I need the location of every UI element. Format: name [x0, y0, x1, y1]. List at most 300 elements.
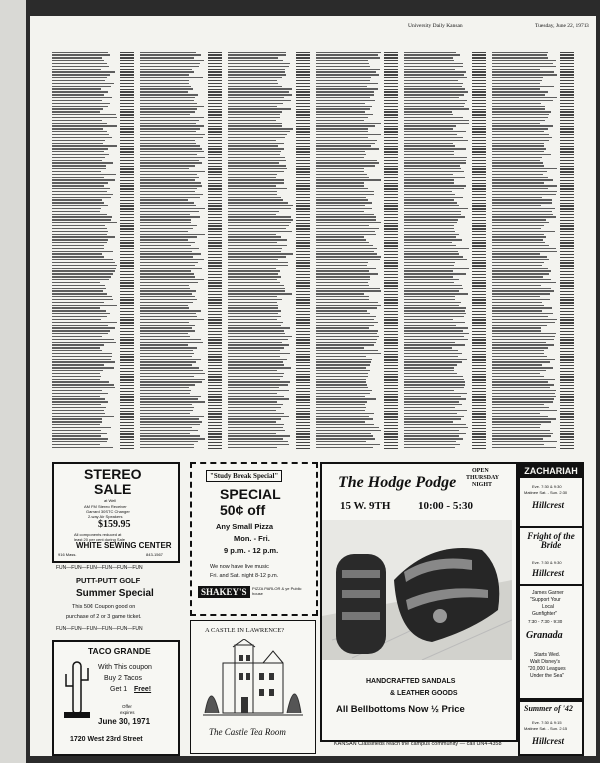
listing-phone	[384, 245, 398, 246]
listing-phone	[384, 365, 398, 366]
listing-phone	[296, 257, 310, 258]
pizza-days: Mon. - Fri.	[234, 534, 270, 543]
listing-phone	[296, 171, 310, 172]
listing-line	[492, 379, 555, 380]
listing-line	[52, 251, 113, 252]
listing-line	[316, 413, 374, 414]
listing-line	[492, 299, 550, 300]
listing-line	[492, 370, 546, 371]
listing-phone	[208, 285, 222, 286]
listing-phone	[472, 317, 486, 318]
listing-line	[228, 174, 277, 175]
listing-phone	[472, 214, 486, 215]
listing-line	[228, 398, 289, 399]
listing-line	[228, 290, 285, 291]
listing-phone	[384, 166, 398, 167]
listing-phone	[472, 163, 486, 164]
listing-line	[492, 52, 548, 53]
listing-phone	[208, 69, 222, 70]
listing-phone	[296, 274, 310, 275]
listing-line	[228, 270, 280, 271]
listing-phone	[384, 237, 398, 238]
listing-phone	[560, 305, 574, 306]
listing-line	[492, 236, 546, 237]
putt-putt-ad	[52, 564, 176, 634]
listing-phone	[208, 351, 222, 352]
listing-phone	[384, 445, 398, 446]
listing-line	[228, 379, 280, 380]
listing-phone	[208, 103, 222, 104]
listing-phone	[120, 251, 134, 252]
listing-phone	[120, 277, 134, 278]
putt-putt-golf: PUTT-PUTT GOLF	[76, 576, 141, 585]
listing-phone	[296, 299, 310, 300]
listing-line	[228, 160, 286, 161]
listing-phone	[384, 106, 398, 107]
listing-line	[140, 262, 198, 263]
listing-line	[52, 398, 105, 399]
listing-phone	[296, 445, 310, 446]
listing-line	[404, 71, 466, 72]
listing-line	[140, 367, 199, 368]
listing-phone	[208, 80, 222, 81]
listing-line	[316, 444, 380, 445]
listing-phone	[208, 288, 222, 289]
listing-phone	[120, 214, 134, 215]
listing-line	[404, 387, 464, 388]
listing-line	[404, 97, 459, 98]
listing-line	[140, 202, 194, 203]
listing-line	[404, 319, 453, 320]
listing-phone	[296, 419, 310, 420]
listing-line	[316, 282, 368, 283]
listing-phone	[296, 408, 310, 409]
listing-line	[52, 325, 108, 326]
listing-phone	[384, 271, 398, 272]
listing-line	[52, 373, 100, 374]
listing-phone	[120, 405, 134, 406]
listing-phone	[296, 185, 310, 186]
listing-phone	[208, 334, 222, 335]
listing-phone	[560, 345, 574, 346]
listing-line	[52, 80, 105, 81]
listing-line	[492, 356, 547, 357]
listing-line	[228, 336, 292, 337]
listing-phone	[384, 425, 398, 426]
listing-line	[140, 211, 199, 212]
listing-line	[228, 97, 284, 98]
listing-line	[140, 401, 205, 402]
listing-phone	[384, 80, 398, 81]
listing-phone	[296, 228, 310, 229]
listing-phone	[560, 337, 574, 338]
listing-phone	[472, 339, 486, 340]
listing-phone	[120, 57, 134, 58]
listing-phone	[296, 166, 310, 167]
listing-line	[140, 421, 202, 422]
listing-line	[404, 353, 462, 354]
listing-line	[492, 325, 547, 326]
listing-line	[140, 77, 203, 78]
listing-line	[404, 171, 464, 172]
listing-phone	[472, 439, 486, 440]
listing-line	[492, 242, 545, 243]
listing-phone	[296, 131, 310, 132]
listing-phone	[208, 405, 222, 406]
listing-phone	[384, 334, 398, 335]
listing-line	[492, 131, 544, 132]
listing-phone	[472, 225, 486, 226]
listing-phone	[384, 203, 398, 204]
listing-line	[316, 376, 368, 377]
listing-phone	[120, 171, 134, 172]
listing-phone	[296, 337, 310, 338]
listing-line	[140, 398, 198, 399]
listing-line	[52, 69, 101, 70]
listing-line	[404, 416, 464, 417]
listing-phone	[208, 123, 222, 124]
listing-phone	[472, 123, 486, 124]
listing-phone	[208, 433, 222, 434]
listing-line	[404, 103, 465, 104]
listing-line	[316, 390, 372, 391]
listing-phone	[472, 385, 486, 386]
listing-phone	[296, 374, 310, 375]
listing-phone	[560, 114, 574, 115]
listing-phone	[384, 359, 398, 360]
listing-phone	[472, 254, 486, 255]
listing-line	[316, 435, 373, 436]
listing-line	[492, 106, 545, 107]
listing-phone	[560, 234, 574, 235]
listing-phone	[560, 385, 574, 386]
listing-line	[52, 376, 101, 377]
listing-line	[228, 71, 285, 72]
listing-phone	[120, 359, 134, 360]
listing-line	[140, 333, 188, 334]
listing-line	[228, 168, 287, 169]
listing-line	[52, 265, 117, 266]
listing-phone	[120, 100, 134, 101]
listing-line	[52, 342, 116, 343]
listing-line	[316, 379, 366, 380]
listing-phone	[384, 180, 398, 181]
listing-phone	[120, 268, 134, 269]
listing-phone	[296, 339, 310, 340]
listing-line	[140, 325, 195, 326]
listing-line	[404, 285, 462, 286]
listing-line	[492, 268, 548, 269]
listing-line	[316, 52, 381, 53]
listing-line	[140, 259, 204, 260]
listing-phone	[384, 137, 398, 138]
listing-phone	[296, 157, 310, 158]
listing-line	[140, 433, 190, 434]
listing-line	[52, 413, 105, 414]
listing-line	[316, 202, 372, 203]
listing-phone	[384, 54, 398, 55]
listing-phone	[120, 311, 134, 312]
listing-line	[316, 302, 378, 303]
listing-phone	[120, 291, 134, 292]
listing-phone	[296, 311, 310, 312]
listing-phone	[208, 391, 222, 392]
listing-line	[492, 162, 543, 163]
listing-line	[492, 393, 555, 394]
any-small-pizza: Any Small Pizza	[216, 522, 274, 531]
listing-line	[404, 66, 463, 67]
listing-line	[492, 228, 541, 229]
listing-line	[228, 447, 277, 448]
listing-line	[492, 316, 548, 317]
listing-line	[404, 313, 466, 314]
listing-phone	[384, 234, 398, 235]
listing-line	[140, 97, 195, 98]
listing-line	[140, 91, 188, 92]
listing-line	[492, 416, 548, 417]
listing-line	[316, 433, 371, 434]
live-music-2: Fri. and Sat. night 8-12 p.m.	[210, 573, 279, 579]
listing-line	[316, 100, 375, 101]
listing-phone	[208, 305, 222, 306]
listing-line	[228, 177, 276, 178]
listing-line	[492, 344, 554, 345]
listing-phone	[120, 439, 134, 440]
listing-phone	[472, 262, 486, 263]
stereo-price: $159.95	[98, 519, 131, 530]
listing-line	[316, 145, 371, 146]
listing-phone	[472, 80, 486, 81]
listing-line	[492, 160, 540, 161]
taco-address: 1720 West 23rd Street	[70, 736, 143, 743]
listing-phone	[560, 109, 574, 110]
listing-phone	[472, 237, 486, 238]
listing-line	[404, 344, 465, 345]
listing-phone	[384, 126, 398, 127]
listing-line	[404, 381, 465, 382]
listing-line	[140, 384, 195, 385]
listing-line	[52, 234, 107, 235]
listing-phone	[208, 91, 222, 92]
listing-phone	[472, 285, 486, 286]
listing-line	[316, 361, 371, 362]
listing-line	[52, 125, 117, 126]
listing-line	[404, 384, 465, 385]
listing-column	[140, 50, 224, 472]
listing-line	[316, 305, 381, 306]
listing-phone	[208, 111, 222, 112]
listing-phone	[296, 439, 310, 440]
listing-phone	[384, 294, 398, 295]
taco-title: TACO GRANDE	[88, 646, 151, 656]
listing-phone	[296, 71, 310, 72]
listing-line	[492, 441, 557, 442]
castle-name: The Castle Tea Room	[209, 727, 286, 737]
listing-line	[140, 370, 203, 371]
listing-phone	[208, 60, 222, 61]
listing-line	[140, 106, 204, 107]
listing-phone	[560, 180, 574, 181]
listing-line	[404, 131, 466, 132]
listing-line	[492, 342, 546, 343]
listing-line	[316, 253, 377, 254]
listing-line	[492, 143, 544, 144]
listing-phone	[296, 174, 310, 175]
listing-line	[52, 86, 111, 87]
listing-phone	[208, 302, 222, 303]
listing-line	[404, 77, 467, 78]
listing-line	[228, 236, 281, 237]
listing-line	[228, 80, 277, 81]
summer-of-42-ad	[518, 700, 584, 756]
listing-line	[316, 350, 378, 351]
listing-phone	[208, 359, 222, 360]
listing-line	[140, 214, 190, 215]
listing-line	[140, 296, 195, 297]
listing-line	[404, 373, 457, 374]
listing-line	[404, 273, 466, 274]
listing-line	[228, 77, 282, 78]
listing-phone	[384, 157, 398, 158]
listing-line	[316, 97, 370, 98]
listing-phone	[120, 91, 134, 92]
listing-line	[228, 214, 276, 215]
listing-line	[316, 188, 368, 189]
listing-phone	[296, 126, 310, 127]
listing-line	[492, 168, 557, 169]
listing-phone	[208, 431, 222, 432]
listing-phone	[560, 314, 574, 315]
listing-phone	[296, 203, 310, 204]
listing-phone	[384, 188, 398, 189]
listing-line	[316, 123, 381, 124]
listing-phone	[472, 71, 486, 72]
leagues-title-1: "20,000 Leagues	[528, 666, 566, 672]
listing-line	[228, 52, 286, 53]
listing-line	[140, 154, 197, 155]
listing-line	[404, 234, 459, 235]
listing-line	[228, 114, 280, 115]
listing-phone	[560, 425, 574, 426]
listing-phone	[472, 54, 486, 55]
listing-line	[492, 57, 548, 58]
listing-line	[140, 54, 201, 55]
taco-get: Get 1	[110, 686, 128, 693]
listing-line	[52, 344, 104, 345]
listing-line	[140, 299, 197, 300]
listing-line	[316, 137, 368, 138]
leagues-title-2: Under the Sea"	[530, 673, 565, 679]
listing-line	[492, 219, 546, 220]
listing-phone	[208, 197, 222, 198]
listing-phone	[120, 371, 134, 372]
listing-phone	[472, 103, 486, 104]
listing-phone	[296, 168, 310, 169]
listing-phone	[208, 188, 222, 189]
listing-phone	[472, 354, 486, 355]
listing-phone	[560, 223, 574, 224]
listing-phone	[120, 191, 134, 192]
listing-phone	[120, 223, 134, 224]
listing-phone	[560, 442, 574, 443]
listing-line	[492, 256, 547, 257]
listing-line	[140, 282, 198, 283]
listing-line	[492, 359, 555, 360]
listing-line	[140, 216, 200, 217]
listing-phone	[296, 234, 310, 235]
listing-line	[316, 322, 378, 323]
listing-phone	[208, 314, 222, 315]
listing-phone	[472, 217, 486, 218]
listing-line	[492, 177, 548, 178]
listing-line	[228, 282, 280, 283]
listing-phone	[120, 166, 134, 167]
page-number: 3	[586, 23, 589, 29]
listing-line	[140, 319, 204, 320]
listing-phone	[472, 140, 486, 141]
listing-line	[404, 151, 454, 152]
listing-phone	[560, 391, 574, 392]
listing-phone	[296, 123, 310, 124]
listing-line	[492, 125, 553, 126]
listing-line	[404, 205, 459, 206]
listing-phone	[560, 123, 574, 124]
listing-line	[228, 344, 289, 345]
fright-times: Eve. 7:30 & 9:30	[532, 560, 562, 565]
listing-phone	[560, 274, 574, 275]
listing-line	[492, 239, 543, 240]
listing-phone	[208, 331, 222, 332]
listing-line	[140, 265, 195, 266]
listing-phone	[208, 131, 222, 132]
listing-line	[140, 427, 192, 428]
listing-line	[140, 407, 194, 408]
listing-phone	[296, 140, 310, 141]
listing-line	[52, 387, 115, 388]
listing-line	[404, 444, 460, 445]
listing-phone	[296, 328, 310, 329]
listing-phone	[120, 399, 134, 400]
listing-phone	[208, 322, 222, 323]
listing-phone	[384, 217, 398, 218]
listing-line	[404, 253, 459, 254]
listing-phone	[296, 69, 310, 70]
listing-phone	[560, 111, 574, 112]
listing-line	[404, 168, 461, 169]
listing-line	[492, 66, 556, 67]
listing-line	[492, 88, 540, 89]
listing-phone	[384, 328, 398, 329]
listing-phone	[384, 168, 398, 169]
listing-phone	[120, 103, 134, 104]
listing-line	[492, 444, 544, 445]
listing-line	[140, 111, 195, 112]
listing-phone	[120, 411, 134, 412]
listing-phone	[560, 445, 574, 446]
listing-line	[316, 242, 369, 243]
listing-line	[316, 236, 364, 237]
listing-phone	[120, 117, 134, 118]
listing-line	[492, 208, 555, 209]
listing-line	[492, 421, 551, 422]
listing-line	[492, 367, 553, 368]
listing-line	[140, 245, 191, 246]
listing-phone	[120, 94, 134, 95]
listing-phone	[472, 157, 486, 158]
listing-line	[140, 438, 205, 439]
listing-line	[316, 154, 366, 155]
listing-line	[316, 205, 365, 206]
